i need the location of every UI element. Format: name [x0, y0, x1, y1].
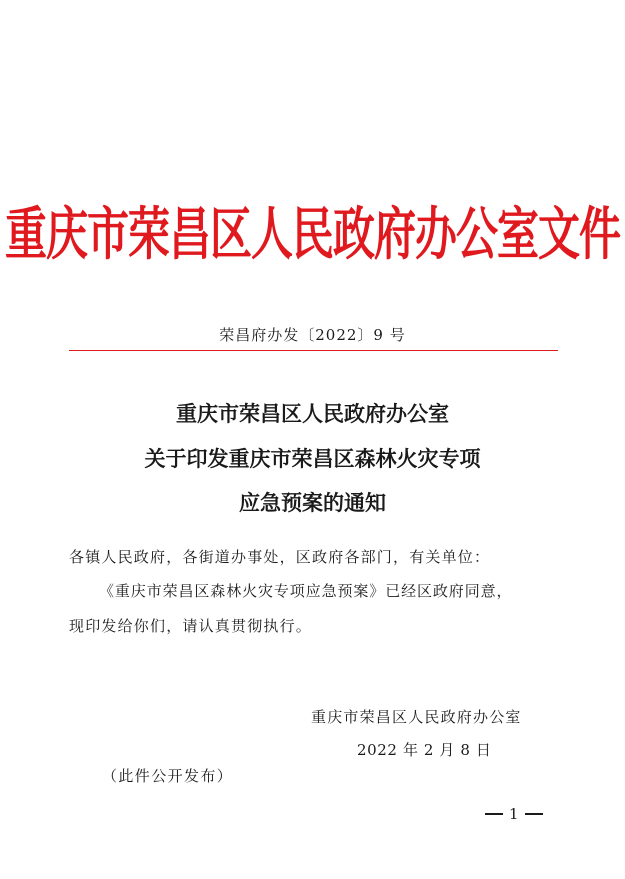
page-number	[485, 805, 543, 823]
page-number-left-dash	[485, 813, 503, 815]
issue-date: 2022 年 2 月 8 日	[357, 741, 492, 759]
red-divider-line	[69, 350, 558, 351]
notice-title-line-3: 应急预案的通知	[239, 490, 386, 515]
page-number-value: 1	[509, 805, 519, 823]
issuer-signature: 重庆市荣昌区人民政府办公室	[311, 708, 522, 726]
notice-title-line-1: 重庆市荣昌区人民政府办公室	[176, 401, 449, 426]
body-paragraph-line-1: 《重庆市荣昌区森林火灾专项应急预案》已经区政府同意，	[99, 582, 513, 600]
document-number: 荣昌府办发〔2022〕9 号	[219, 326, 406, 344]
addressee-line: 各镇人民政府，各街道办事处，区政府各部门，有关单位：	[69, 548, 491, 566]
release-note: （此件公开发布）	[102, 767, 234, 785]
document-header-title: 重庆市荣昌区人民政府办公室文件	[4, 200, 620, 267]
page-number-right-dash	[525, 813, 543, 815]
notice-title-line-2: 关于印发重庆市荣昌区森林火灾专项	[144, 446, 481, 471]
body-paragraph-line-2: 现印发给你们，请认真贯彻执行。	[69, 617, 313, 635]
